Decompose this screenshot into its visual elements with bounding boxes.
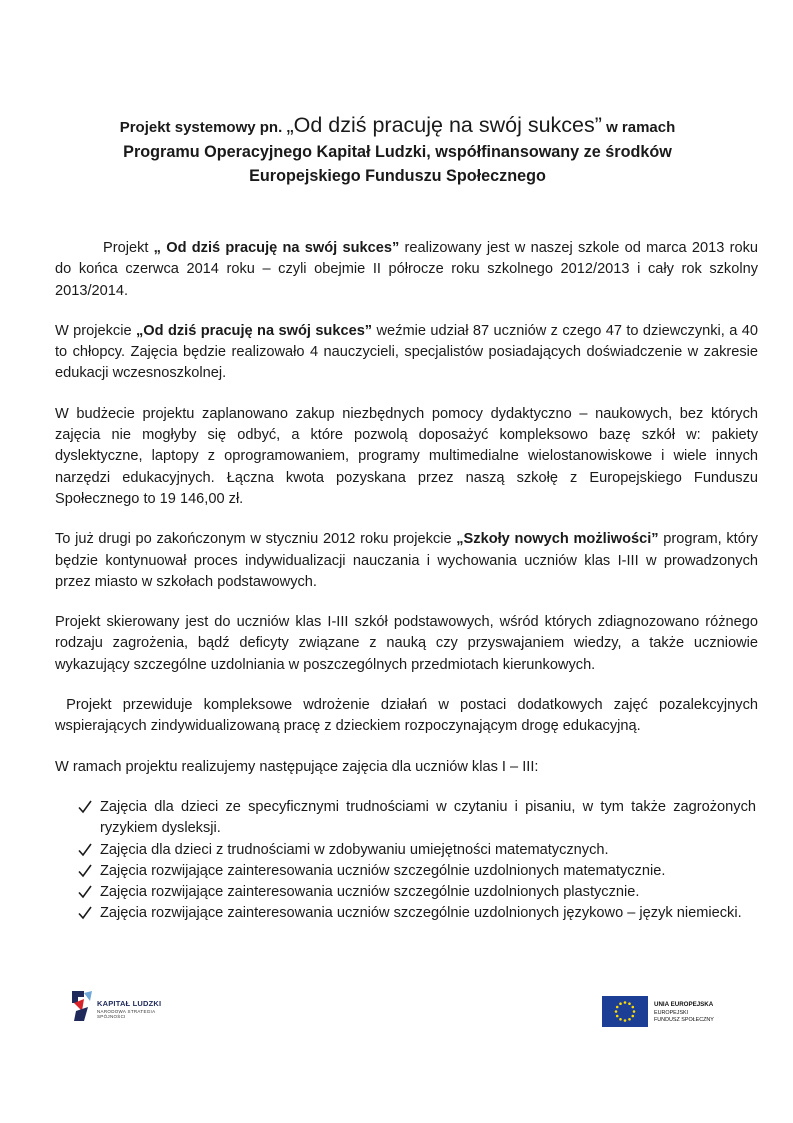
title-line-2: Programu Operacyjnego Kapitał Ludzki, współfinansowany ze środków [123,143,672,161]
p2-project-name: „Od dziś pracuję na swój sukces” [135,322,373,339]
kapital-ludzki-name: KAPITAŁ LUDZKI [97,999,162,1008]
eu-logo [602,996,742,1030]
activity-text: Zajęcia rozwijające zainteresowania uczniów szczególnie uzdolnionych językowo – język niemiecki. [100,905,742,922]
list-item [55,861,756,882]
activity-text: Zajęcia rozwijające zainteresowania uczniów szczególnie uzdolnionych plastycznie. [100,884,640,901]
eu-logo-line-1: UNIA EUROPEJSKA [654,1001,714,1008]
activity-text: Zajęcia dla dzieci ze specyficznymi trudnościami w czytaniu i pisaniu, w tym także zagrożonych ryzykiem dysleksji. [100,798,756,837]
paragraph-2 [55,321,758,385]
checkmark-icon [77,862,93,880]
p1-text-rest: realizowany jest w naszej szkole od marca 2013 roku do końca czerwca 2014 roku – czyli obejmie II półrocze roku szkolnego 2012/2013 i cały rok szkolny 2013/2014. [55,240,758,299]
list-item [55,903,756,924]
paragraph-1 [55,238,758,302]
p4-previous-project-name: „Szkoły nowych możliwości” [456,531,659,548]
eu-flag-icon [602,996,648,1027]
paragraph-5: Projekt skierowany jest do uczniów klas I-III szkół podstawowych, wśród których zdiagnozowano różnego rodzaju zagrożenia, bądź deficyty związane z nauką czy przyswajaniem wiedzy, a także uczniowie wykazujący szczególne uzdolniania w poszczególnych przedmiotach kierunkowych. [55,614,758,673]
activity-text: Zajęcia rozwijające zainteresowania uczniów szczególnie uzdolnionych matematycznie. [100,862,666,879]
eu-logo-line-2: EUROPEJSKI [654,1010,689,1016]
paragraph-4 [55,529,758,593]
checkmark-icon [77,841,93,859]
p1-text: Projekt [103,240,154,256]
checkmark-icon [77,883,93,901]
list-item [55,840,756,861]
title-suffix: w ramach [601,119,676,136]
p2-text: W projekcie [55,322,136,339]
activities-list [55,797,758,925]
document-body [55,238,763,925]
list-item [55,882,756,903]
title-project-name: „Od dziś pracuję na swój sukces” [286,113,602,137]
kapital-ludzki-tagline: NARODOWA STRATEGIA SPÓJNOŚCI [97,1009,156,1019]
activity-text: Zajęcia dla dzieci z trudnościami w zdobywaniu umiejętności matematycznych. [100,841,609,858]
kapital-ludzki-logo [70,989,180,1025]
list-item [55,797,756,840]
checkmark-icon [77,798,93,816]
title-line-1 [56,113,739,140]
title-prefix: Projekt systemowy pn. [119,119,287,136]
paragraph-3: W budżecie projektu zaplanowano zakup niezbędnych pomocy dydaktyczno – naukowych, bez których zajęcia nie mogłyby się odbyć, a które pozwolą doposażyć kompleksowo bazę szkół w: pakiety dyslektyczne, laptopy z oprogramowaniem, programy multimedialne wielostanowiskowe i wiele innych narzędzi edukacyjnych. Łączna kwota pozyskana przez naszą szkołę z Europejskiego Funduszu Społecznego to 19 146,00 zł. [55,405,758,507]
p4-text: To już drugi po zakończonym w styczniu 2012 roku projekcie [55,531,457,548]
title-line-3: Europejskiego Funduszu Społecznego [249,167,546,185]
p4-text-rest: program, który będzie kontynuował proces indywidualizacji nauczania i wychowania uczniów klas I-III w prowadzonych przez miasto w szkołach podstawowych. [55,531,758,590]
document-title [56,113,739,188]
p1-project-name: „ Od dziś pracuję na swój sukces” [153,240,400,256]
paragraph-7: W ramach projektu realizujemy następujące zajęcia dla uczniów klas I – III: [55,758,539,775]
kapital-ludzki-emblem-icon [70,989,94,1023]
checkmark-icon [77,904,93,922]
paragraph-6: Projekt przewiduje kompleksowe wdrożenie działań w postaci dodatkowych zajęć pozalekcyjnych wspierających zindywidualizowaną pracę z dzieckiem rozpoczynającym drogę edukacyjną. [55,697,763,735]
p2-text-rest: weźmie udział 87 uczniów z czego 47 to dziewczynki, a 40 to chłopcy. Zajęcia będzie realizowało 4 nauczycieli, specjalistów posiadających doświadczenie w zakresie edukacji wczesnoszkolnej. [55,322,758,382]
eu-logo-line-3: FUNDUSZ SPOŁECZNY [654,1017,714,1023]
